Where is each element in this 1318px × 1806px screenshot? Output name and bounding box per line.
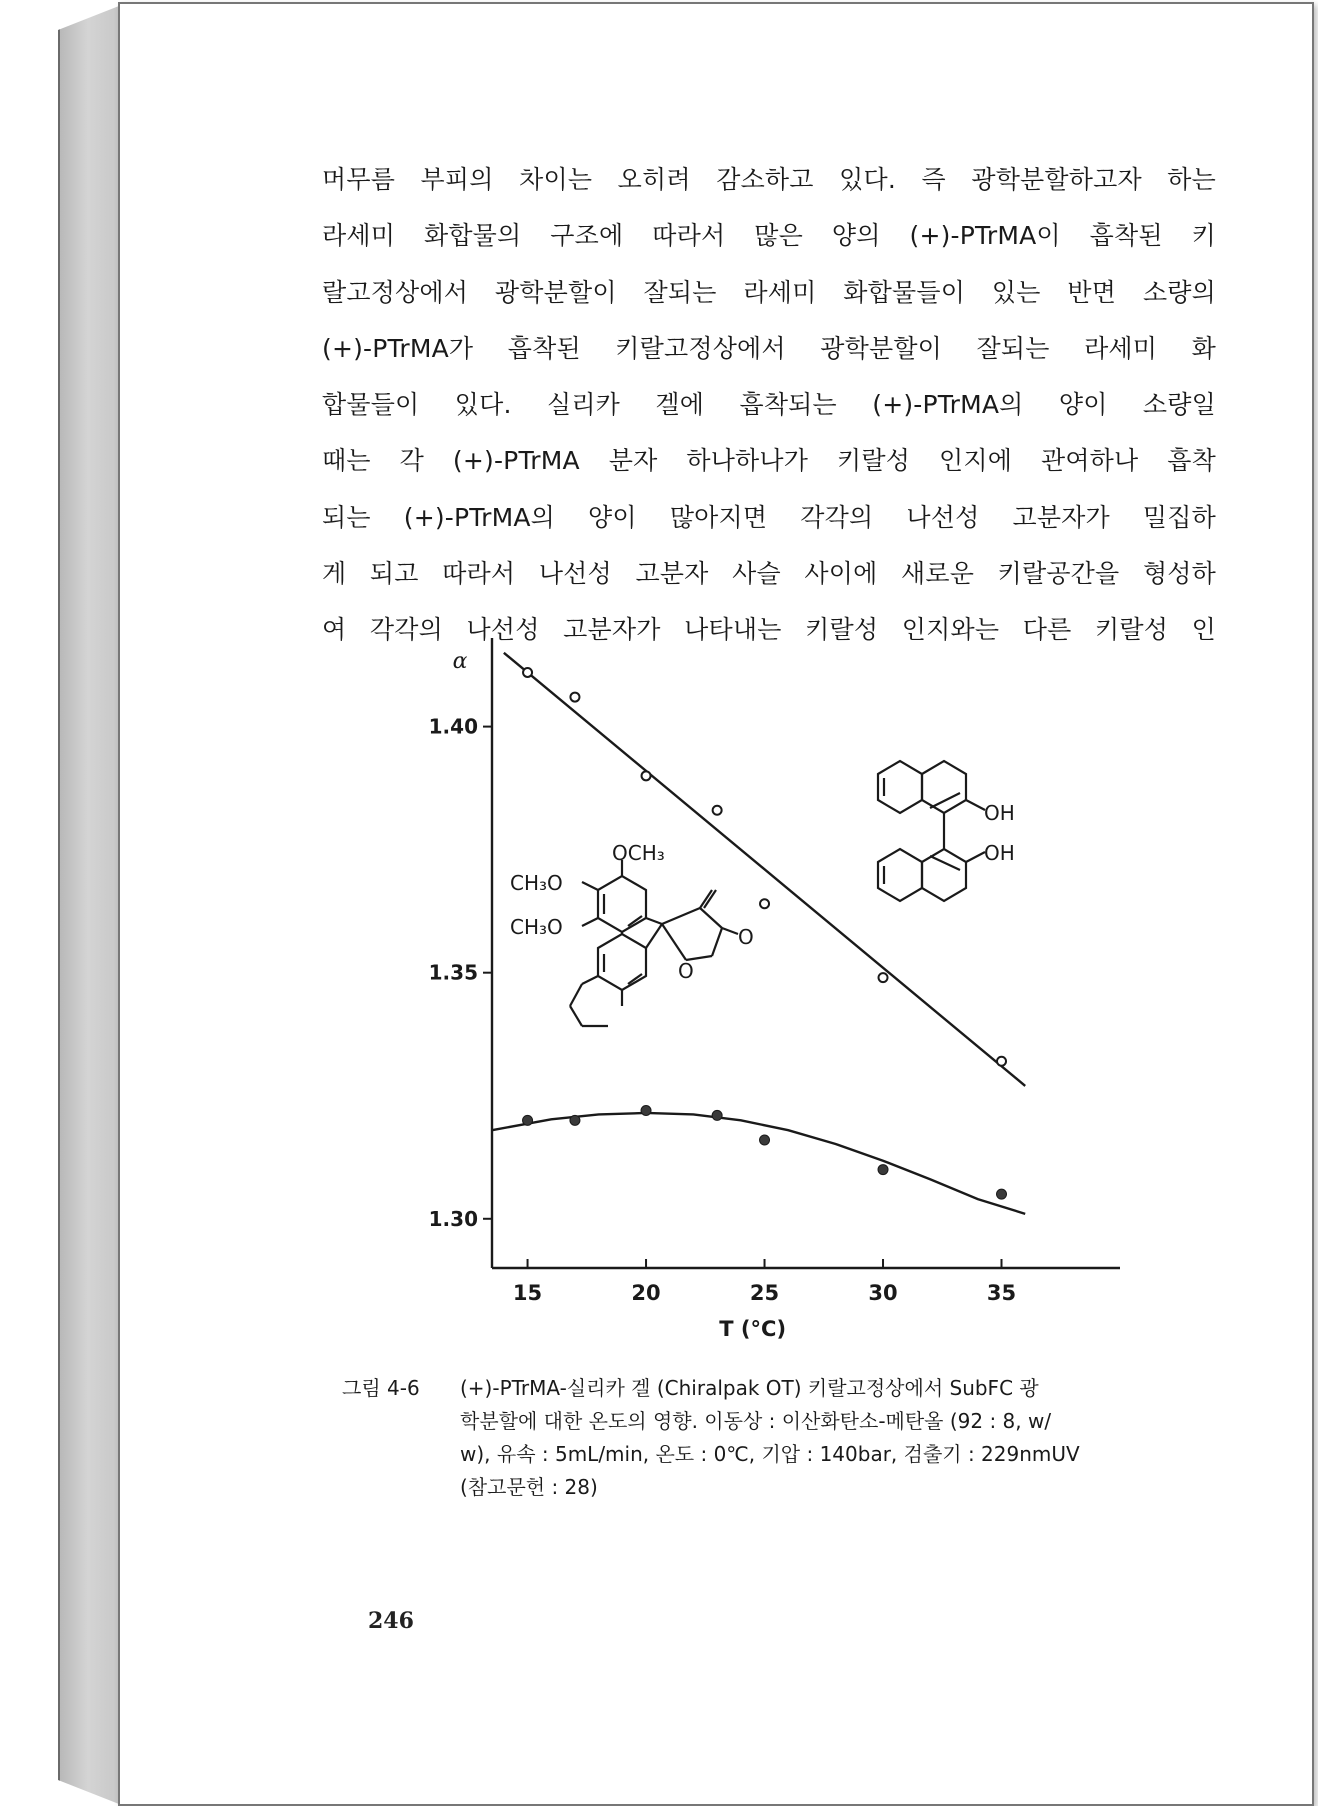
body-line: 되는 (+)-PTrMA의 양이 많아지면 각각의 나선성 고분자가 밀집하 — [322, 502, 1216, 532]
page-number: 246 — [368, 1608, 414, 1634]
quadratic-fit-curve — [492, 1113, 1025, 1214]
filled-circle-point — [641, 1106, 651, 1116]
body-line: 랄고정상에서 광학분할이 잘되는 라세미 화합물들이 있는 반면 소량의 — [322, 277, 1216, 307]
ring-oxygen-label: O — [678, 959, 694, 983]
filled-circle-point — [760, 1135, 770, 1145]
open-circle-point — [760, 899, 769, 908]
carbonyl-oxygen-label: O — [738, 925, 754, 949]
body-line: (+)-PTrMA가 흡착된 키랄고정상에서 광학분할이 잘되는 라세미 화 — [322, 333, 1216, 363]
filled-circle-point — [712, 1110, 722, 1120]
x-axis-label: T (°C) — [719, 1317, 787, 1341]
methoxy-label: CH₃O — [510, 871, 563, 895]
book-spine — [58, 4, 124, 1806]
open-circle-point — [997, 1057, 1006, 1066]
open-circle-point — [570, 693, 579, 702]
x-tick-label: 25 — [749, 1281, 780, 1305]
caption-line: 학분할에 대한 온도의 영향. 이동상 : 이산화탄소-메탄올 (92 : 8, w/ — [460, 1409, 1052, 1433]
filled-circle-point — [570, 1115, 580, 1125]
open-circle-point — [642, 771, 651, 780]
lactone-structure — [510, 841, 754, 1026]
open-circle-point — [879, 973, 888, 982]
binaphthol-structure — [878, 761, 1015, 901]
caption-line: w), 유속 : 5mL/min, 온도 : 0℃, 기압 : 140bar, 검출기 : 229nmUV — [460, 1442, 1080, 1466]
filled-circle-point — [878, 1165, 888, 1175]
caption-line: (+)-PTrMA-실리카 겔 (Chiralpak OT) 키랄고정상에서 SubFC 광 — [460, 1376, 1039, 1400]
figure-4-6 — [400, 628, 1140, 1348]
body-line: 라세미 화합물의 구조에 따라서 많은 양의 (+)-PTrMA이 흡착된 키 — [322, 221, 1216, 251]
body-line: 때는 각 (+)-PTrMA 분자 하나하나가 키랄성 인지에 관여하나 흡착 — [322, 446, 1216, 476]
methoxy-label: CH₃O — [510, 915, 563, 939]
temperature-alpha-chart — [400, 628, 1140, 1348]
binaphthol-oh-label: OH — [984, 801, 1015, 825]
x-tick-label: 30 — [868, 1281, 898, 1305]
figure-number: 그림 4-6 — [342, 1376, 420, 1400]
methoxy-label: OCH₃ — [612, 841, 665, 865]
open-circle-point — [523, 668, 532, 677]
binaphthol-oh-label: OH — [984, 841, 1015, 865]
y-axis-label: α — [452, 649, 468, 674]
x-tick-label: 35 — [986, 1281, 1017, 1305]
caption-text — [460, 1372, 1222, 1504]
linear-fit-line — [504, 653, 1025, 1086]
y-tick-label: 1.30 — [428, 1206, 478, 1231]
x-tick-label: 20 — [631, 1281, 661, 1305]
x-tick-label: 15 — [512, 1281, 543, 1305]
filled-circle-point — [523, 1115, 533, 1125]
open-circle-point — [713, 806, 722, 815]
body-paragraph — [322, 152, 1216, 659]
filled-circle-point — [997, 1189, 1007, 1199]
body-line: 합물들이 있다. 실리카 겔에 흡착되는 (+)-PTrMA의 양이 소량일 — [322, 390, 1216, 420]
caption-line: (참고문헌 : 28) — [460, 1475, 598, 1499]
y-tick-label: 1.40 — [428, 714, 478, 739]
y-tick-label: 1.35 — [428, 960, 478, 985]
body-line: 머무름 부피의 차이는 오히려 감소하고 있다. 즉 광학분할하고자 하는 — [322, 165, 1216, 194]
body-line: 여 각각의 나선성 고분자가 나타내는 키랄성 인지와는 다른 키랄성 인 — [322, 615, 1216, 645]
body-line: 게 되고 따라서 나선성 고분자 사슬 사이에 새로운 키랄공간을 형성하 — [322, 559, 1216, 589]
